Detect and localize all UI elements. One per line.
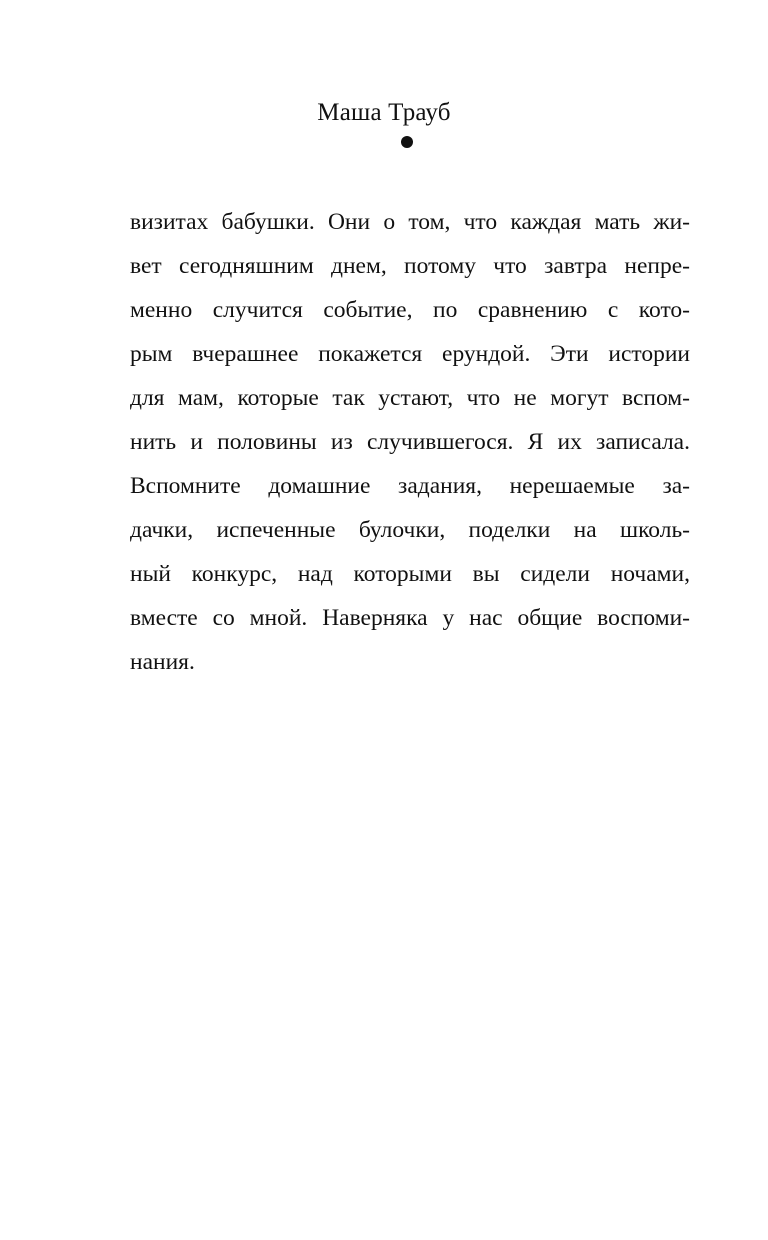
running-head-author: Маша Трауб [317,99,451,126]
text-line: вместе со мной. Наверняка у нас общие воспоми- [130,605,690,631]
text-line: ный конкурс, над которыми вы сидели ночами, [130,561,690,587]
text-line: рым вчерашнее покажется ерундой. Эти истории [130,341,690,367]
text-line: нания. [130,649,195,675]
text-line: дачки, испеченные булочки, поделки на школь- [130,517,690,543]
body-text [130,200,690,684]
text-line: Вспомните домашние задания, нерешаемые за- [130,473,690,499]
ornament-dot [401,136,413,148]
text-line: для мам, которые так устают, что не могут вспом- [130,385,690,411]
text-line: нить и половины из случившегося. Я их записала. [130,429,690,455]
text-line: вет сегодняшним днем, потому что завтра непре- [130,253,690,279]
text-line: визитах бабушки. Они о том, что каждая мать жи- [130,209,690,235]
text-line: менно случится событие, по сравнению с кото- [130,297,690,323]
